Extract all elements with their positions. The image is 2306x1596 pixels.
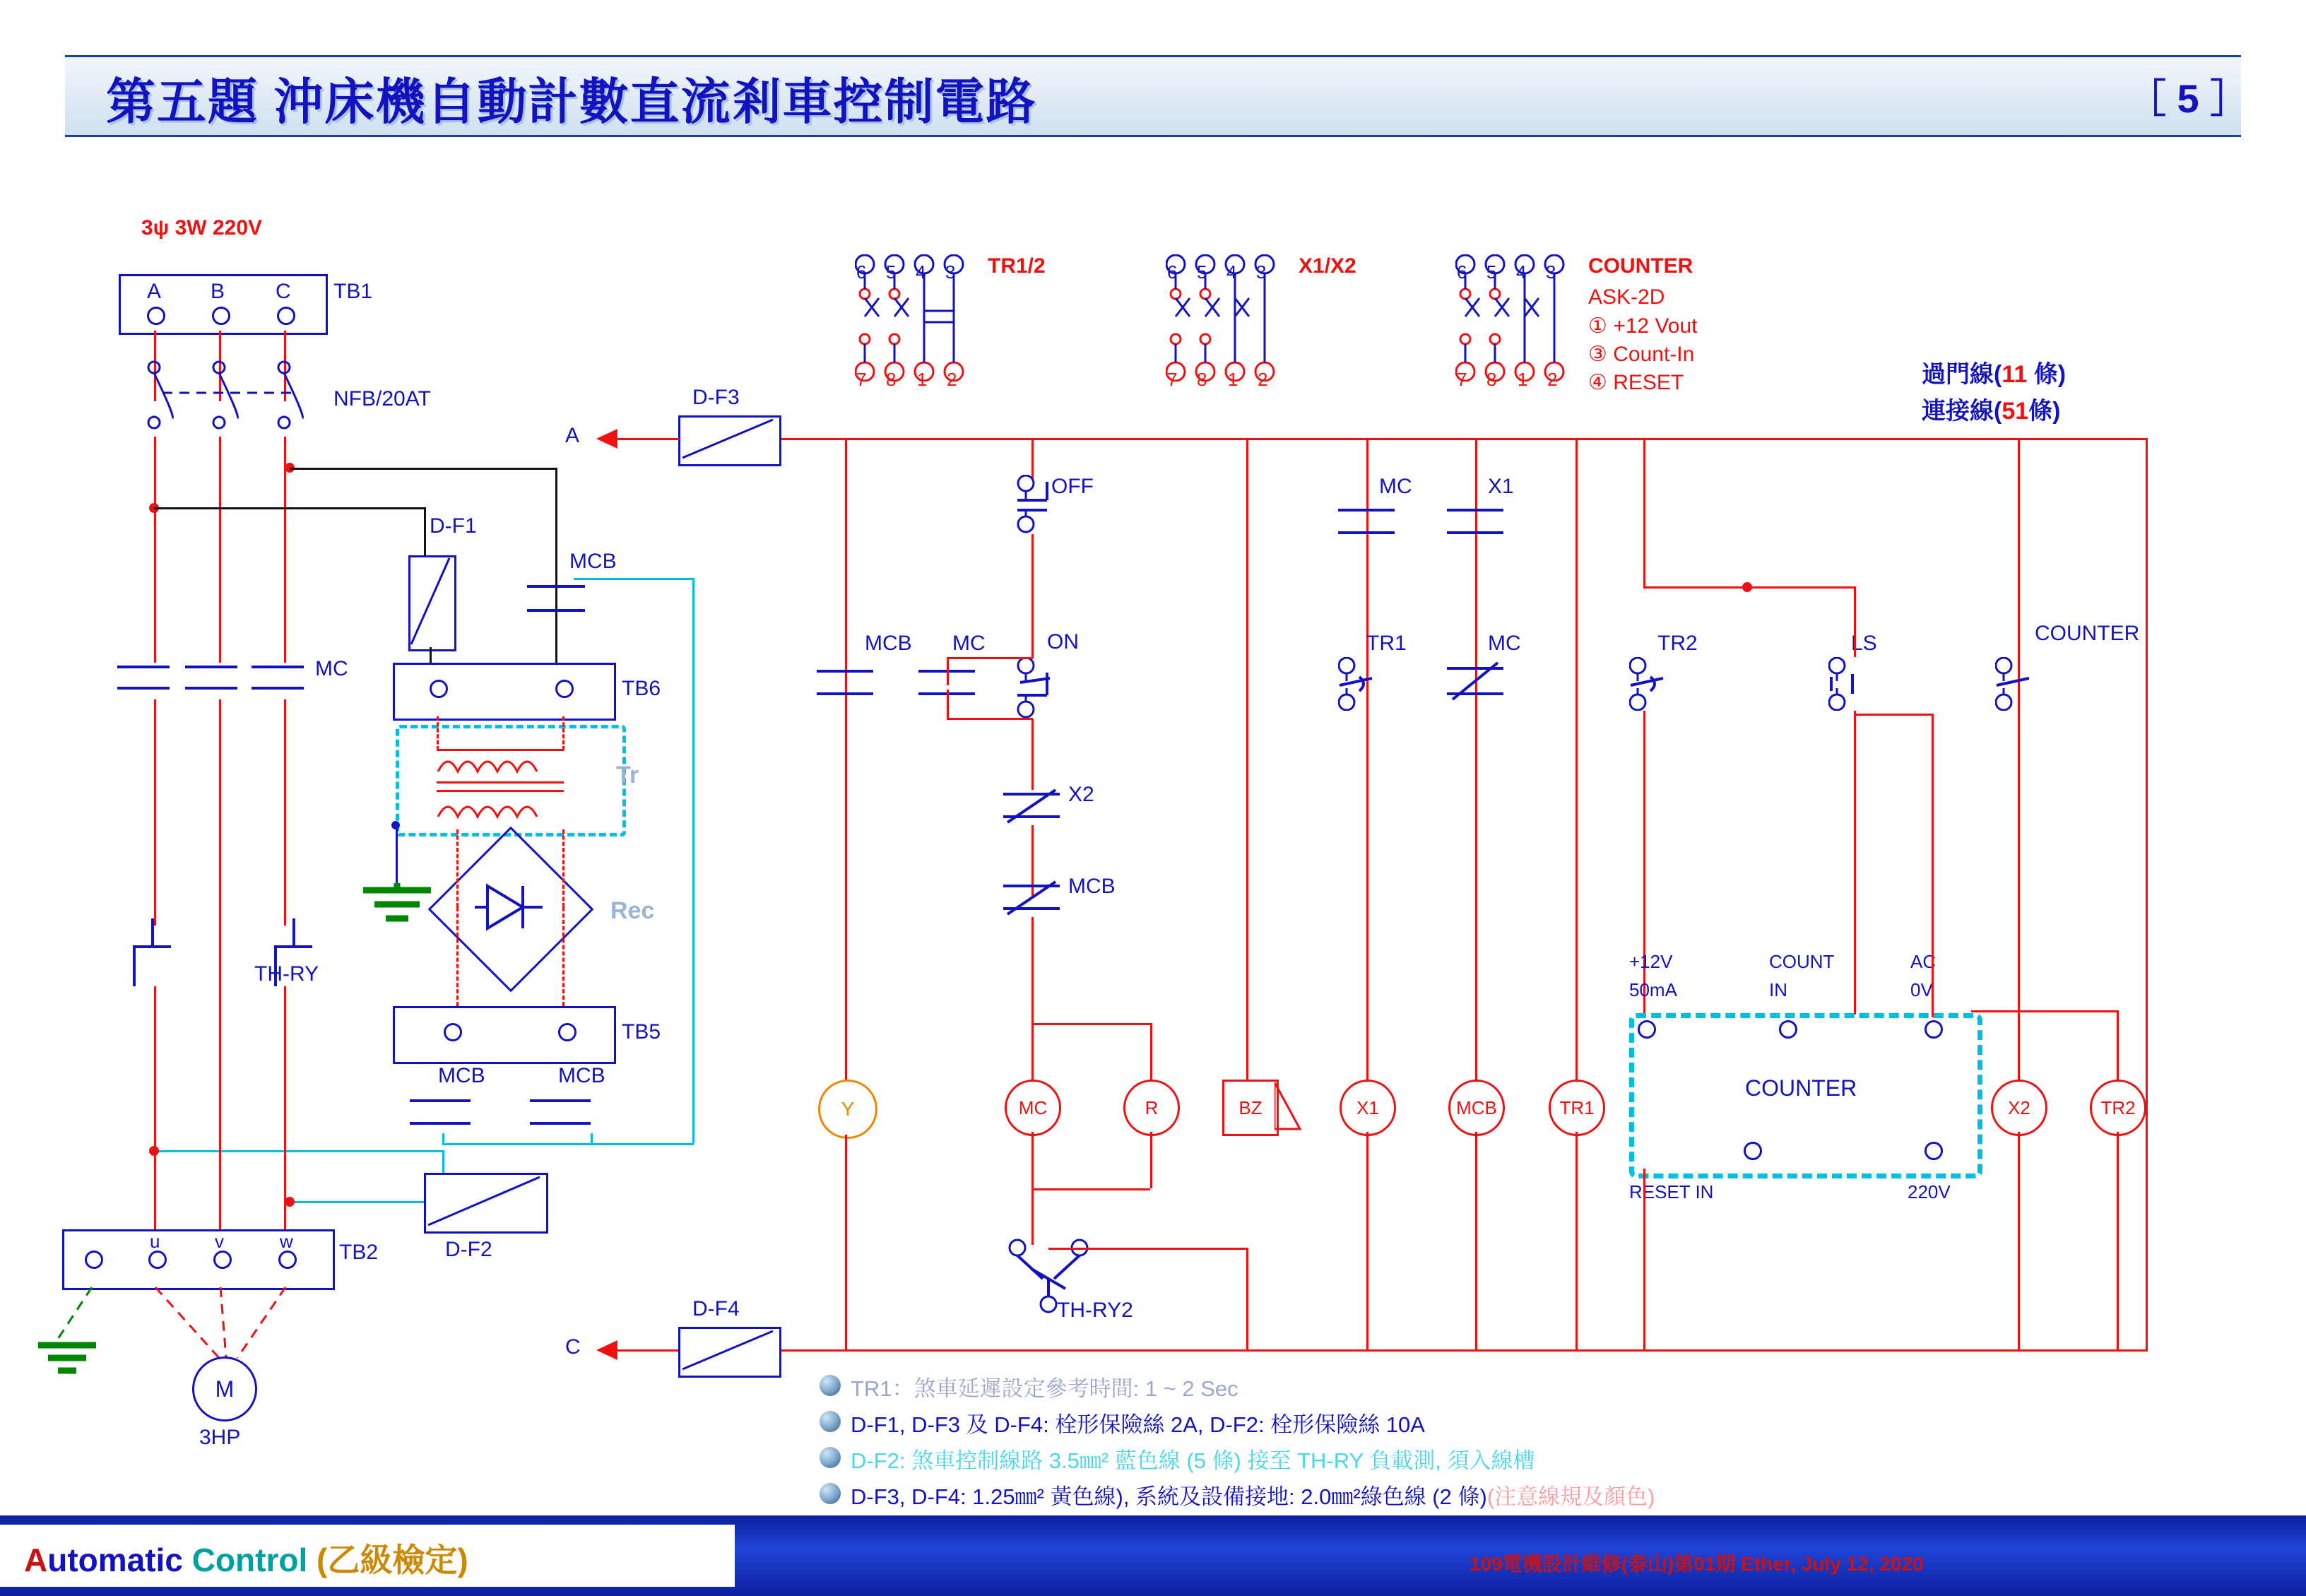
socket-counter-pin-4: 4 <box>1516 261 1527 283</box>
mc-aux-left-drop2 <box>947 690 949 718</box>
thry2-right-link <box>1048 1248 1246 1250</box>
mc-aux-top-link <box>947 657 1033 659</box>
counter-module-label: COUNTER <box>1745 1075 1857 1101</box>
df2-fuse-slash <box>424 1173 544 1229</box>
tb2-terminal-g <box>85 1251 103 1269</box>
rec-label: Rec <box>610 897 655 924</box>
socket-counter-pin-8: 8 <box>1486 369 1497 390</box>
coil-mc: MC <box>1005 1080 1061 1136</box>
df4-fuse-slash <box>678 1327 777 1373</box>
mc-main-contacts <box>117 657 324 699</box>
counter-node-top <box>1742 582 1752 592</box>
note-item <box>820 1407 2233 1438</box>
line-c4 <box>284 986 286 1241</box>
tr2-coil-link <box>1971 1010 2118 1012</box>
footer-brand <box>24 1535 468 1581</box>
mc-drop <box>1031 1023 1034 1080</box>
counter-220-label: 220V <box>1908 1181 1951 1202</box>
mcr-top-link <box>1031 1023 1150 1025</box>
mc-aux-label: MC <box>952 632 986 655</box>
socket-x1x2-name: X1/X2 <box>1299 254 1356 278</box>
lamp-r: R <box>1123 1080 1180 1136</box>
mc-aux-left-drop <box>947 657 949 685</box>
line-a3 <box>154 699 156 926</box>
line-a2 <box>154 437 156 663</box>
tb2-v-label: v <box>215 1231 224 1252</box>
branch-x1-bottom <box>1366 1132 1368 1349</box>
tr-secondary-coil <box>435 796 569 821</box>
brand-word3: (乙級檢定) <box>317 1542 468 1578</box>
x1-contact-label: X1 <box>1488 475 1514 498</box>
tr2-timer-contact <box>1629 657 1683 711</box>
branch-y-top <box>845 438 847 1081</box>
rec-lead-left <box>456 829 459 907</box>
mcb-label-left: MCB <box>569 550 617 573</box>
socket-x1x2-pin-2: 2 <box>1258 369 1268 390</box>
branch-bz-top <box>1246 438 1248 1081</box>
counter-pin3-label-a: AC <box>1910 951 1937 972</box>
mcb-label-3: MCB <box>558 1064 605 1087</box>
lamp-y: Y <box>818 1080 877 1139</box>
socket-counter-pin-6: 6 <box>1457 261 1467 283</box>
mcb-nc-contact <box>1003 877 1063 917</box>
tb1-terminal-c <box>277 307 295 325</box>
ground-lead <box>396 825 398 887</box>
counter-term-1 <box>1638 1020 1656 1039</box>
cyan-wire-right <box>692 578 694 1143</box>
mcb-main-contact <box>817 663 876 702</box>
counter-note-3: ④ RESET <box>1588 371 1684 394</box>
mc-b-contact <box>1338 502 1397 541</box>
line-b2 <box>219 437 221 663</box>
counter-pin1-label-b: 50mA <box>1629 979 1677 1000</box>
branch-counter-top <box>1643 438 1645 586</box>
page-number: ［ 5 ］ <box>2127 76 2250 121</box>
nfb-label: NFB/20AT <box>333 387 431 410</box>
mcr-bottom-link <box>1031 1188 1150 1190</box>
wire-count-line1 <box>1922 355 2066 389</box>
df3-label: D-F3 <box>692 386 740 409</box>
branch-tr1-bottom <box>1575 1132 1578 1349</box>
df3-fuse-slash <box>678 415 777 462</box>
black-wire-4 <box>555 468 557 666</box>
mcb-main-label: MCB <box>865 632 912 655</box>
tb6-label: TB6 <box>622 677 661 700</box>
bullet-icon <box>820 1375 841 1396</box>
motor-symbol: M <box>192 1356 257 1421</box>
socket-tr12-pin-7: 7 <box>856 369 867 390</box>
branch-tr2-coil-bottom <box>2117 1132 2119 1349</box>
tb1-terminal-b <box>212 307 230 325</box>
tr-label: Tr <box>616 762 639 788</box>
phase-a-label: A <box>147 280 162 303</box>
note-text: D-F3, D-F4: 1.25㎜² 黃色線), 系統及設備接地: 2.0㎜²綠色線 (2 條) <box>851 1484 1487 1509</box>
ls-bottom-lead <box>1854 711 1856 1015</box>
on-pushbutton <box>1016 657 1072 719</box>
th-ry2-label: TH-RY2 <box>1057 1299 1133 1322</box>
tb2-terminal-v <box>213 1251 232 1269</box>
counter-term-2 <box>1779 1020 1797 1039</box>
socket-x1x2-pin-7: 7 <box>1167 369 1178 390</box>
control-top-rail <box>777 438 2148 440</box>
brand-word2: Control <box>191 1542 308 1578</box>
counter-model: ASK-2D <box>1588 285 1665 309</box>
on-label: ON <box>1047 630 1079 654</box>
socket-x1x2-pin-5: 5 <box>1197 261 1207 283</box>
df2-label: D-F2 <box>445 1238 492 1261</box>
motor-wires <box>28 1280 325 1407</box>
socket-tr12-pin-8: 8 <box>886 369 897 390</box>
cyan-wire-top <box>574 578 694 580</box>
dot-c-bottom <box>285 1197 295 1207</box>
counter-term-220 <box>1924 1142 1943 1160</box>
wire-count-line1-label: 過門線( <box>1922 361 2002 388</box>
counter-pin1-label-a: +12V <box>1629 951 1673 972</box>
tb6-terminal-1 <box>430 680 448 698</box>
coil-x1: X1 <box>1340 1080 1396 1136</box>
tb5-terminal-1 <box>444 1023 462 1041</box>
note-item <box>820 1371 2233 1402</box>
mc-c-label: MC <box>1488 632 1521 655</box>
x2-nc-contact <box>1003 786 1063 825</box>
tb1-label: TB1 <box>333 280 373 303</box>
ground-symbol <box>353 883 441 933</box>
counter-right-up <box>1932 714 1934 1017</box>
socket-counter-pin-1: 1 <box>1518 369 1528 390</box>
counter-pin3-label-b: 0V <box>1910 979 1933 1000</box>
branch-y-bottom <box>845 1135 847 1349</box>
coil-tr1: TR1 <box>1549 1080 1605 1136</box>
socket-x1x2-pin-3: 3 <box>1256 261 1267 283</box>
coil-tr2: TR2 <box>2090 1080 2146 1136</box>
branch-x2-coil-top <box>2018 438 2020 1081</box>
coil-x2: X2 <box>1991 1080 2047 1136</box>
black-wire-2 <box>424 507 426 555</box>
socket-x1x2-pin-1: 1 <box>1228 369 1238 390</box>
socket-counter-pin-7: 7 <box>1457 369 1467 390</box>
ls-limit-switch <box>1828 657 1882 711</box>
branch-x2-top <box>1031 719 1034 790</box>
branch-tr2-coil-top <box>2117 1010 2119 1081</box>
cyan-wire-drop1 <box>442 1133 444 1145</box>
node-c-label: C <box>565 1335 581 1359</box>
cyan-wire-to-a <box>154 1150 444 1152</box>
branch-mcb-bottom <box>1031 917 1034 1023</box>
tb5-terminal-2 <box>558 1023 576 1041</box>
note-item <box>820 1443 2233 1474</box>
socket-tr12-pin-4: 4 <box>916 261 926 283</box>
line-b4 <box>219 926 221 1241</box>
control-bottom-rail <box>608 1349 2148 1352</box>
note-text: D-F2: 煞車控制線路 3.5㎜² 藍色線 (5 條) 接至 TH-RY 負載測, 須入線槽 <box>851 1448 1535 1473</box>
coil-mcb: MCB <box>1448 1080 1505 1136</box>
r-bottom-drop <box>1150 1132 1152 1188</box>
footer-credit: 109電機設計維修(泰山)第01期 Ether, July 12, 2020 <box>1470 1553 1924 1575</box>
cyan-wire-to-c <box>290 1201 442 1203</box>
thry2-to-rail <box>1246 1248 1248 1349</box>
tr-primary-coil <box>435 750 569 776</box>
bullet-icon <box>820 1483 841 1504</box>
mcb-label-2: MCB <box>438 1064 485 1087</box>
brand-word1: utomatic <box>47 1542 183 1578</box>
df4-label: D-F4 <box>692 1297 740 1320</box>
tr-lead-2 <box>562 716 564 750</box>
socket-counter-pin-2: 2 <box>1547 369 1558 390</box>
supply-label: 3ψ 3W 220V <box>141 216 263 240</box>
branch-tr1-top <box>1575 438 1578 1081</box>
socket-tr12-pin-5: 5 <box>886 261 897 283</box>
mc-label: MC <box>315 657 348 680</box>
rec-out-right <box>562 907 564 1006</box>
tb1-terminal-a <box>147 307 165 325</box>
off-label: OFF <box>1051 475 1094 498</box>
line-c3 <box>284 699 286 926</box>
socket-x1x2-pin-4: 4 <box>1226 261 1237 283</box>
tr1-contact-label: TR1 <box>1366 632 1407 655</box>
counter-contact-symbol <box>1995 657 2049 711</box>
tr1-timer-contact <box>1338 657 1392 711</box>
counter-pin2-label-a: COUNT <box>1769 951 1835 972</box>
mc-bottom-drop <box>1031 1132 1034 1188</box>
counter-note-2: ③ Count-In <box>1588 343 1695 366</box>
wire-count-line2-label: 連接線( <box>1922 398 2002 425</box>
tb2-w-label: w <box>280 1231 293 1252</box>
arrow-c <box>596 1338 625 1362</box>
wire-count-line2-num: 51 <box>2002 398 2029 425</box>
counter-left-drop <box>1643 1169 1645 1349</box>
tr-lead-1 <box>437 716 439 750</box>
control-right-rail <box>2146 438 2148 1349</box>
counter-reset-label: RESET IN <box>1629 1181 1714 1202</box>
counter-pin2-label-b: IN <box>1769 979 1787 1000</box>
line-a4 <box>154 986 156 1241</box>
mc-aux-bottom-link <box>947 718 1033 720</box>
counter-term-3 <box>1924 1020 1943 1039</box>
note-text: D-F1, D-F3 及 D-F4: 栓形保險絲 2A, D-F2: 栓形保險絲 10A <box>851 1412 1425 1437</box>
wire-count-line2 <box>1922 391 2060 426</box>
counter-note-1: ① +12 Vout <box>1588 314 1698 338</box>
ground-node <box>391 821 400 829</box>
tr-core-line <box>437 781 564 784</box>
counter-right-link <box>1854 714 1933 716</box>
wire-count-line1-num: 11 <box>2002 361 2028 388</box>
tb2-terminal-w <box>278 1251 297 1269</box>
rec-lead-right <box>562 829 564 907</box>
note-text-suffix: (注意線規及顏色) <box>1486 1484 1655 1509</box>
tr2-contact-label: TR2 <box>1657 632 1698 655</box>
branch-off-bottom <box>1031 534 1034 658</box>
ls-top-lead <box>1854 586 1856 657</box>
mc-c-nc-contact <box>1447 657 1506 705</box>
tb2-terminal-u <box>148 1251 167 1269</box>
socket-counter-name: COUNTER <box>1588 254 1693 278</box>
df1-label: D-F1 <box>430 514 477 538</box>
node-a-label: A <box>565 424 580 447</box>
mcb-contacts-bottom <box>410 1094 622 1133</box>
phase-b-label: B <box>211 280 225 303</box>
wire-count-line2-suffix: 條) <box>2028 398 2061 425</box>
ls-label: LS <box>1851 632 1877 655</box>
phase-c-label: C <box>276 280 291 303</box>
line-b3 <box>219 699 221 926</box>
socket-x1x2-pin-6: 6 <box>1167 261 1178 283</box>
socket-tr12-pin-6: 6 <box>856 261 867 283</box>
black-wire-3 <box>290 468 555 470</box>
counter-contact-label: COUNTER <box>2035 622 2140 645</box>
buzzer-bz: BZ <box>1222 1080 1279 1136</box>
socket-tr12-pin-1: 1 <box>917 369 928 390</box>
socket-tr12-pin-3: 3 <box>945 261 956 283</box>
socket-tr12-name: TR1/2 <box>988 254 1046 278</box>
tb6-terminal-2 <box>555 680 574 698</box>
nfb-symbol <box>120 353 353 438</box>
counter-term-reset <box>1744 1142 1762 1160</box>
note-text: TR1：煞車延遲設定參考時間: 1 ~ 2 Sec <box>851 1376 1238 1401</box>
tb2-label: TB2 <box>339 1241 379 1264</box>
branch-mcb-coil-bottom <box>1475 1132 1477 1349</box>
arrow-a <box>596 427 625 451</box>
cyan-wire-bottom <box>442 1143 694 1145</box>
mc-b-label: MC <box>1379 475 1412 498</box>
mcb-contact-left <box>524 574 588 623</box>
motor-hp-label: 3HP <box>199 1426 241 1449</box>
branch-off-top <box>1031 438 1034 480</box>
tb5-label: TB5 <box>622 1020 661 1044</box>
wire-count-line1-suffix: 條) <box>2027 361 2066 388</box>
bullet-icon <box>820 1447 841 1468</box>
tb5-block <box>393 1006 616 1064</box>
mcb-nc-label: MCB <box>1068 875 1116 898</box>
tb6-block <box>393 663 616 721</box>
branch-x2-coil-bottom <box>2018 1132 2020 1349</box>
brand-initial: A <box>24 1542 48 1578</box>
x1-contact <box>1447 502 1506 541</box>
socket-tr12-pin-2: 2 <box>947 369 957 390</box>
tr-core-line2 <box>437 790 564 792</box>
rec-out-left <box>456 907 459 1006</box>
page-title: 第五題 沖床機自動計數直流剎車控制電路 <box>106 74 1037 129</box>
bullet-icon <box>820 1411 841 1432</box>
th-ry-label: TH-RY <box>254 962 319 986</box>
x2-label: X2 <box>1068 783 1094 806</box>
df1-fuse-slash <box>408 555 452 647</box>
tb2-u-label: u <box>150 1231 160 1252</box>
note-item <box>820 1479 2233 1511</box>
socket-x1x2-pin-8: 8 <box>1197 369 1207 390</box>
cyan-wire-drop2 <box>591 1133 593 1145</box>
buzzer-horn-icon <box>1275 1080 1310 1133</box>
socket-counter-pin-5: 5 <box>1486 261 1497 283</box>
black-wire-1 <box>154 507 424 509</box>
diode-symbol <box>475 879 545 935</box>
socket-counter-pin-3: 3 <box>1546 261 1556 283</box>
